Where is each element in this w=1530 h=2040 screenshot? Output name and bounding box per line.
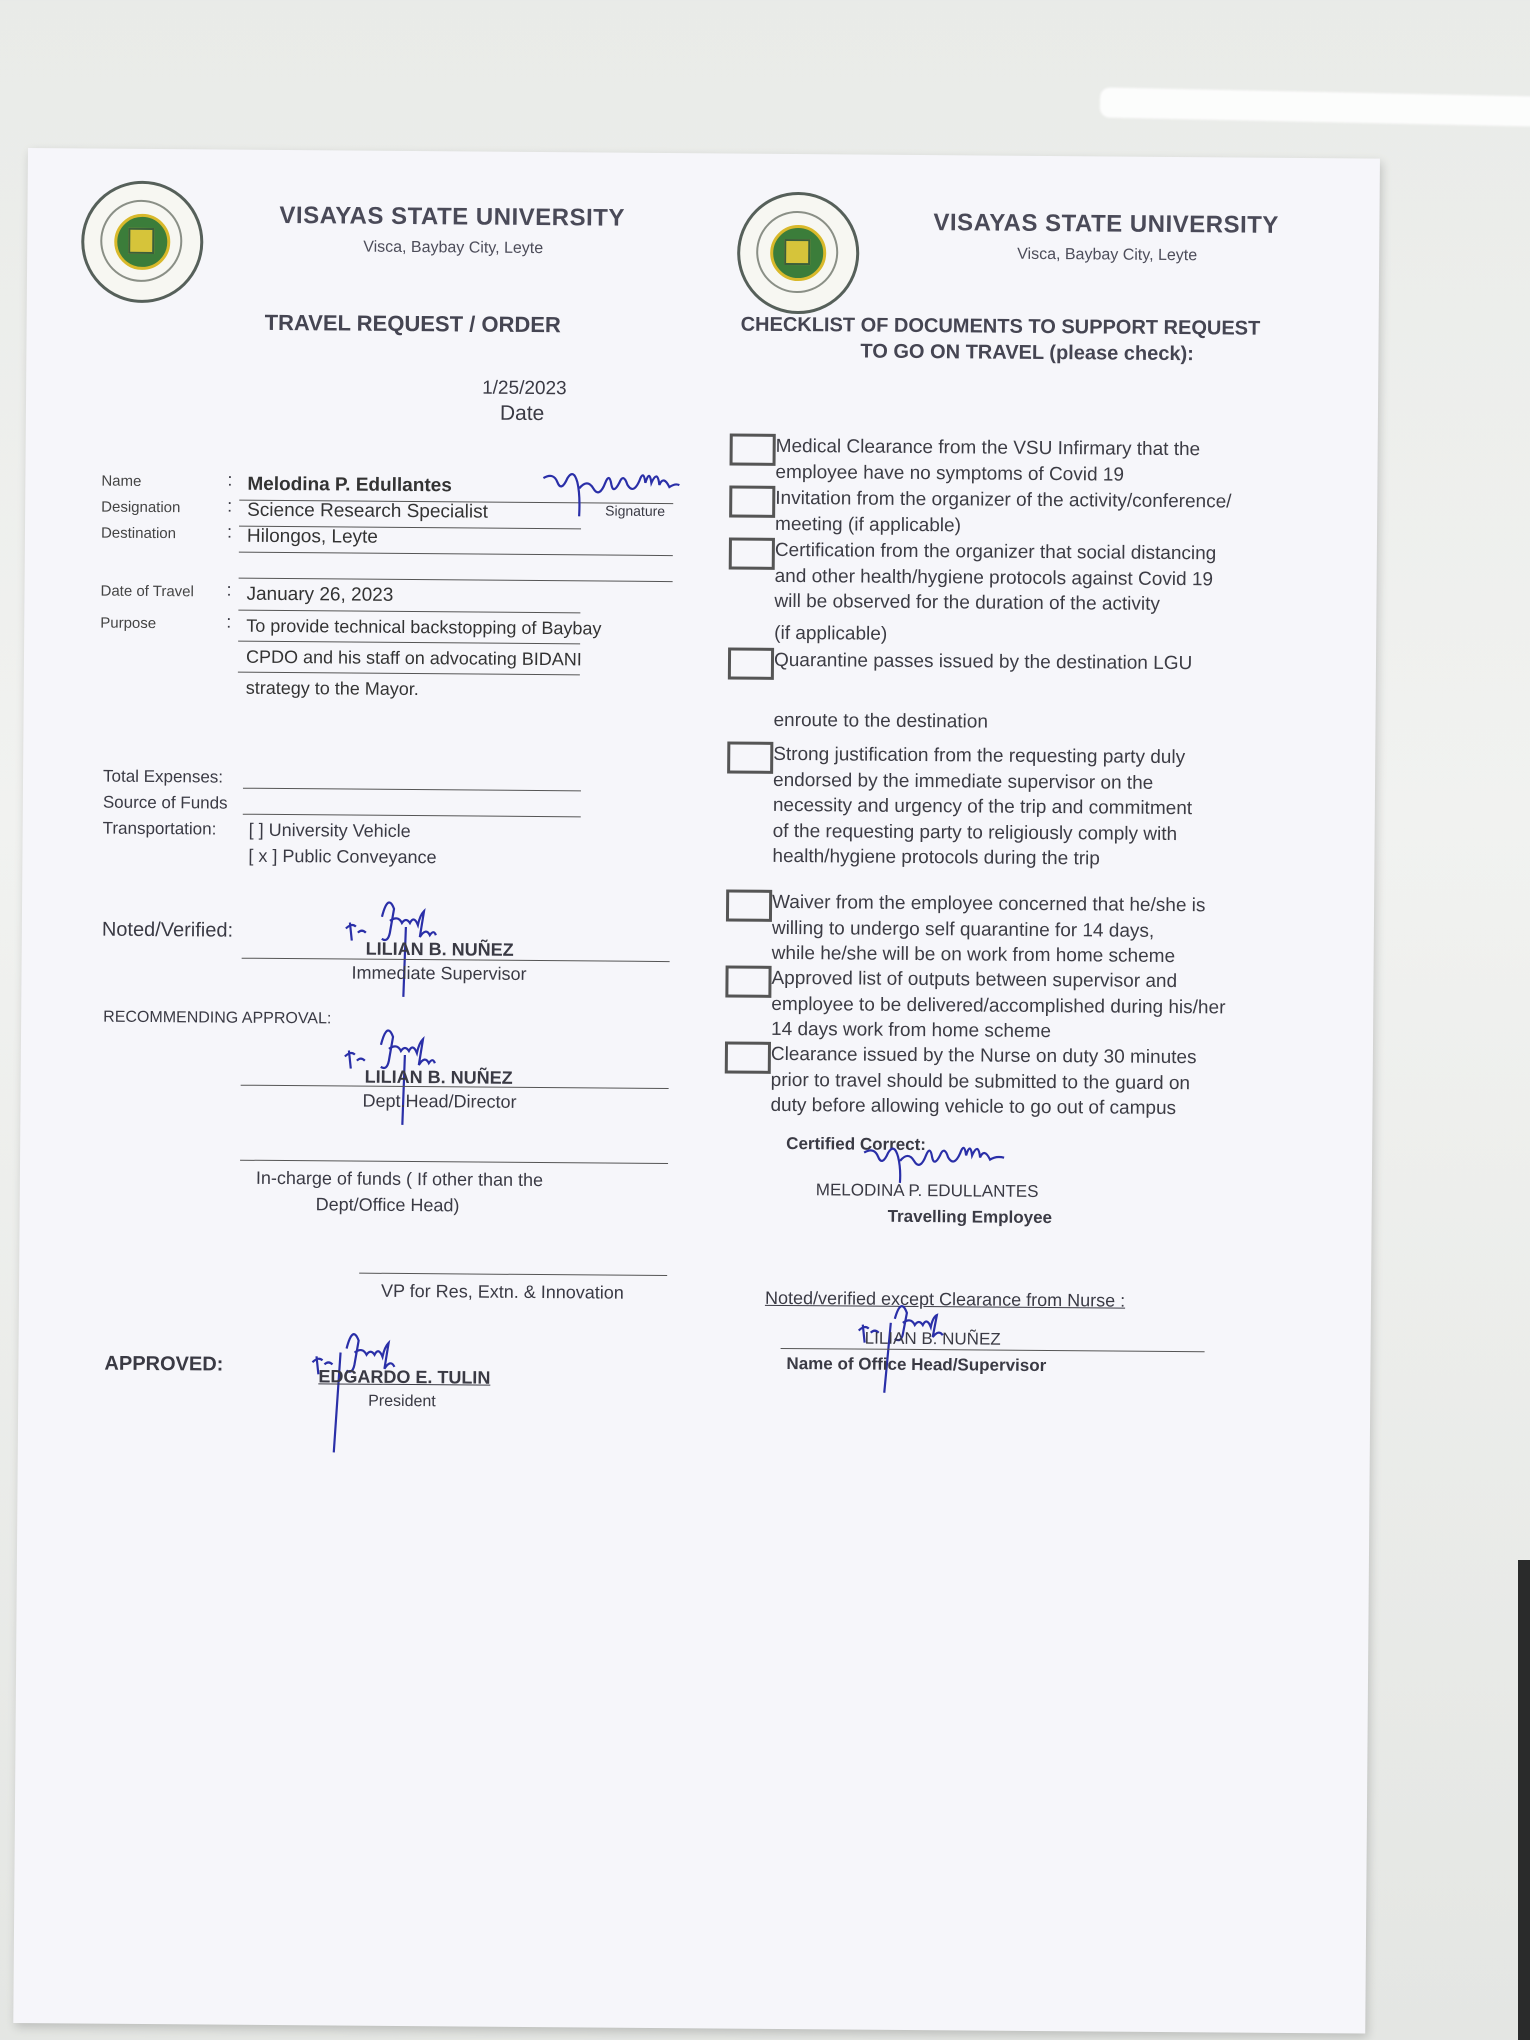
right-university-address: Visca, Baybay City, Leyte xyxy=(1017,245,1198,265)
president-name: EDGARDO E. TULIN xyxy=(318,1366,491,1388)
employee-title: Travelling Employee xyxy=(887,1206,1053,1228)
source-of-funds-label: Source of Funds xyxy=(102,792,228,813)
checklist-item-text: of the requesting party to religiously comply with xyxy=(772,820,1178,845)
background-edge xyxy=(1518,1560,1530,2040)
checklist-title-line-1: CHECKLIST OF DOCUMENTS TO SUPPORT REQUEST xyxy=(740,313,1261,340)
approved-label: APPROVED: xyxy=(104,1352,224,1376)
noted-except-label: Noted/verified except Clearance from Nurse : xyxy=(764,1287,1126,1311)
noted-name: LILIAN B. NUÑEZ xyxy=(365,938,514,960)
checklist-item-text: (if applicable) xyxy=(774,622,888,645)
date-of-travel-label: Date of Travel xyxy=(100,582,194,601)
transport-university-vehicle: [ ] University Vehicle xyxy=(248,819,411,842)
checklist-checkbox[interactable] xyxy=(726,890,772,922)
checklist-item-text: willing to undergo self quarantine for 14 days, xyxy=(771,917,1155,942)
noted-verified-label: Noted/Verified: xyxy=(101,918,234,942)
checklist-item-text: Medical Clearance from the VSU Infirmary that the xyxy=(775,435,1201,461)
office-head-name: LILIAN B. NUÑEZ xyxy=(864,1328,1001,1349)
checklist-item-text: duty before allowing vehicle to go out of campus xyxy=(770,1094,1177,1120)
recommending-title: Dept.Head/Director xyxy=(362,1090,517,1112)
checklist-item-text: enroute to the destination xyxy=(773,709,989,733)
checklist-item-text: Quarantine passes issued by the destination LGU xyxy=(773,649,1193,675)
in-charge-funds-line-1: In-charge of funds ( If other than the xyxy=(255,1167,544,1191)
checklist-checkbox[interactable] xyxy=(729,486,775,518)
checklist-item-text: health/hygiene protocols during the trip xyxy=(772,845,1100,870)
checklist-item-text: and other health/hygiene protocols against Covid 19 xyxy=(774,565,1214,590)
recommending-approval-label: RECOMMENDING APPROVAL: xyxy=(103,1008,332,1028)
checklist-item-text: employee to be delivered/accomplished during his/her xyxy=(771,993,1226,1018)
checklist-item-text: will be observed for the duration of the activity xyxy=(774,590,1161,615)
total-expenses-label: Total Expenses: xyxy=(102,766,224,787)
checklist-checkbox[interactable] xyxy=(730,434,776,466)
date-of-travel-value: January 26, 2023 xyxy=(246,583,394,606)
destination-label: Destination xyxy=(100,524,177,543)
right-university-name: VISAYAS STATE UNIVERSITY xyxy=(933,209,1279,239)
destination-value: Hilongos, Leyte xyxy=(246,525,379,548)
in-charge-funds-line-2: Dept/Office Head) xyxy=(315,1194,460,1216)
checklist-checkbox[interactable] xyxy=(725,966,771,998)
employee-name: MELODINA P. EDULLANTES xyxy=(815,1180,1039,1201)
university-seal-icon xyxy=(81,180,204,303)
checklist-item-text: meeting (if applicable) xyxy=(774,513,962,536)
president-title: President xyxy=(368,1392,436,1411)
checklist-item-text: Certification from the organizer that social distancing xyxy=(774,539,1217,565)
date-value: 1/25/2023 xyxy=(482,377,567,400)
designation-label: Designation xyxy=(101,498,181,517)
name-label: Name xyxy=(101,472,142,490)
checklist-item-text: prior to travel should be submitted to the guard on xyxy=(770,1069,1191,1094)
certified-correct-label: Certified Correct: xyxy=(786,1133,927,1155)
checklist-item-text: Invitation from the organizer of the activity/conference/ xyxy=(775,487,1232,513)
noted-title: Immediate Supervisor xyxy=(351,962,527,984)
purpose-line-3: strategy to the Mayor. xyxy=(245,677,419,700)
checklist-item-text: Approved list of outputs between supervisor and xyxy=(771,967,1178,993)
checklist-checkbox[interactable] xyxy=(728,648,774,680)
checklist-item-text: Strong justification from the requesting party duly xyxy=(773,743,1186,769)
recommending-name: LILIAN B. NUÑEZ xyxy=(364,1066,513,1088)
vp-title: VP for Res, Extn. & Innovation xyxy=(380,1280,624,1303)
travel-request-document: VISAYAS STATE UNIVERSITY Visca, Baybay City, Leyte TRAVEL REQUEST / ORDER 1/25/2023 Date Name : Melodina P. Edullantes Signature Designation : Science Research Specialist Destination : Hilongos, Leyte Date of Travel : January 26, 2023 Purpose : To provide technical backstopping of Baybay CPDO and his staff on advocating BIDANI strategy to the Mayor. Total Expenses: Source of Funds Transportation: [ ] University Vehicle [ x ] Public Conveyance Noted/Verified: LILIAN B. NUÑEZ Immediate Supervisor RECOMMENDING APPROVAL: LILIAN B. NUÑEZ Dept.Head/Director In-charge of funds ( If other than the Dept/Office Head) VP for Res, Extn. & Innovation APPROVED: EDGARDO E. TULIN President VISAYAS STATE UNIVERSITY Visca, Baybay City, Leyte CHECKLIST OF DOCUMENTS TO SUPPORT REQUEST TO GO ON TRAVEL (please check): Medical Clearance from the VSU Infirmary that the employee have no symptoms of Covid 19 Invitation from the organizer of the activity/conference/ meeting (if applicable) Certification from the organizer that social distancing and other health/hygiene protocols against Covid 19 will be observed for the duration of the activity (if applicable) Quarantine passes issued by the destination LGU enroute to the destination Strong justification from the requesting party duly endorsed by the immediate supervisor on the necessity and urgency of the trip and commitment of the requesting party to religiously comply with health/hygiene protocols during the trip Waiver from the employee concerned that he/she is willing to undergo self quarantine for 14 days, while he/she will be on work from home scheme Approved list of outputs between supervisor and employee to be delivered/accomplished during his/her 14 days work from home scheme Clearance issued by the Nurse on duty 30 minutes prior to travel should be submitted to the guard on duty before allowing vehicle to go out of campus Certified Correct: MELODINA P. EDULLANTES Travelling Employee Noted/verified except Clearance from Nurse : LILIAN B. NUÑEZ Name of Office Head/Supervisor xyxy=(13,148,1380,2034)
checklist-checkbox[interactable] xyxy=(729,538,775,570)
left-university-address: Visca, Baybay City, Leyte xyxy=(363,238,544,258)
checklist-checkbox[interactable] xyxy=(727,742,773,774)
university-seal-right-icon xyxy=(737,192,860,315)
designation-value: Science Research Specialist xyxy=(247,499,489,523)
checklist-title-line-2: TO GO ON TRAVEL (please check): xyxy=(860,340,1194,366)
checklist-item-text: Clearance issued by the Nurse on duty 30 minutes xyxy=(770,1043,1197,1069)
transportation-label: Transportation: xyxy=(102,818,217,839)
office-head-label: Name of Office Head/Supervisor xyxy=(786,1353,1047,1376)
purpose-line-1: To provide technical backstopping of Baybay xyxy=(246,615,602,639)
transport-public-conveyance: [ x ] Public Conveyance xyxy=(248,845,437,868)
purpose-label: Purpose xyxy=(100,614,157,633)
checklist-item-text: necessity and urgency of the trip and commitment xyxy=(772,794,1193,820)
form-title: TRAVEL REQUEST / ORDER xyxy=(264,309,561,338)
employee-signature-icon xyxy=(535,464,715,525)
left-university-name: VISAYAS STATE UNIVERSITY xyxy=(279,201,625,232)
checklist-item-text: 14 days work from home scheme xyxy=(771,1018,1052,1043)
checklist-checkbox[interactable] xyxy=(725,1042,771,1074)
light-glare xyxy=(1100,87,1530,126)
checklist-item-text: Waiver from the employee concerned that he/she is xyxy=(772,891,1206,917)
name-value: Melodina P. Edullantes xyxy=(247,473,452,497)
checklist-item-text: endorsed by the immediate supervisor on the xyxy=(772,769,1154,794)
checklist-item-text: while he/she will be on work from home scheme xyxy=(771,942,1176,968)
checklist-item-text: employee have no symptoms of Covid 19 xyxy=(775,461,1125,486)
signature-label: Signature xyxy=(605,502,666,520)
purpose-line-2: CPDO and his staff on advocating BIDANI xyxy=(245,646,582,670)
date-label: Date xyxy=(499,401,545,426)
